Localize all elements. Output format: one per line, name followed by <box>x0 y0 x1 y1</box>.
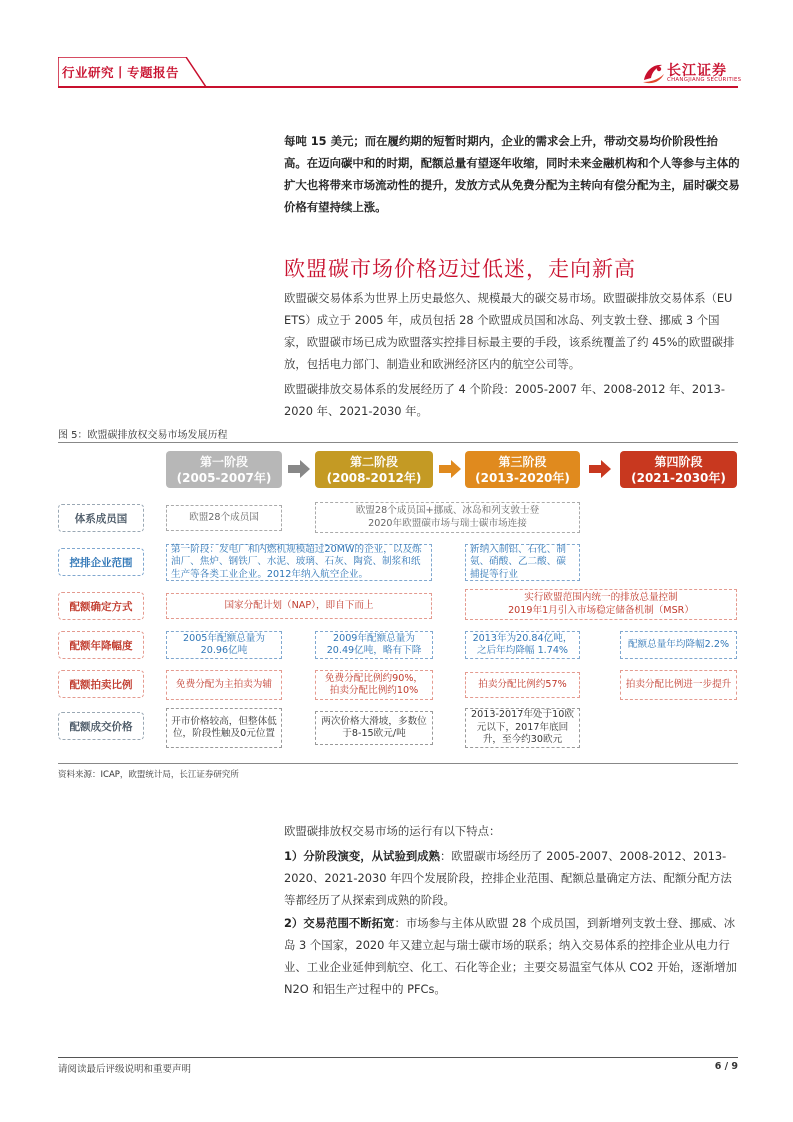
section-label: 行业研究丨专题报告 <box>62 65 180 80</box>
phase-4-header: 第四阶段 (2021-2030年) <box>620 451 737 488</box>
cell-decline-p4: 配额总量年均降幅2.2% <box>620 631 737 659</box>
page-number: 6 / 9 <box>714 1061 738 1072</box>
phase-1-header: 第一阶段 (2005-2007年) <box>166 451 282 488</box>
footer-rule <box>58 1057 738 1058</box>
row-label-decline: 配额年降幅度 <box>58 631 144 659</box>
point-2-title: 2）交易范围不断拓宽 <box>284 916 395 930</box>
cell-quota-p3-4: 实行欧盟范围内统一的排放总量控制 2019年1月引入市场稳定储备机制（MSR） <box>465 589 737 620</box>
header-rule <box>58 86 738 88</box>
point-1-title: 1）分阶段演变，从试验到成熟 <box>284 849 441 863</box>
row-label-quota: 配额确定方式 <box>58 592 144 620</box>
paragraph-point-1 <box>284 845 740 911</box>
figure-top-rule <box>58 442 738 443</box>
phase-2-header: 第二阶段 (2008-2012年) <box>315 451 433 488</box>
company-logo-icon <box>640 60 666 86</box>
cell-price-p3: 2013-2017年处于10欧元以下，2017年底回升，至今约30欧元 <box>465 708 580 748</box>
phase-3-header: 第三阶段 (2013-2020年) <box>465 451 580 488</box>
figure-bottom-rule <box>58 763 738 764</box>
footer-disclaimer: 请阅读最后评级说明和重要声明 <box>58 1064 192 1075</box>
row-label-auction: 配额拍卖比例 <box>58 670 144 698</box>
cell-scope-p3: 新纳入制铝、石化、制氨、硝酸、乙二酸、碳捕捉等行业 <box>465 544 580 581</box>
paragraph-point-2 <box>284 912 740 1000</box>
logo-english: CHANGJIANG SECURITIES <box>667 77 742 83</box>
row-label-members: 体系成员国 <box>58 504 144 532</box>
cell-price-p2: 两次价格大滑坡，多数位于8-15欧元/吨 <box>315 711 433 745</box>
point-1-body: ：欧盟碳市场经历了 2005-2007、2008-2012、2013-2020、2021-2030 年四个发展阶段，控排企业范围、配额总量确定方法、配额分配方法等都经历了从探索到成熟的阶段。 <box>284 849 732 907</box>
intro-paragraph: 每吨 15 美元；而在履约期的短暂时期内，企业的需求会上升，带动交易均价阶段性抬高。在迈向碳中和的时期，配额总量有望逐年收缩，同时未来金融机构和个人等参与主体的扩大也将带来市场流动性的提升，发放方式从免费分配为主转向有偿分配为主，届时碳交易价格有望持续上涨。 <box>284 134 740 214</box>
arrow-right-icon <box>288 460 310 478</box>
cell-members-p2-4: 欧盟28个成员国+挪威、冰岛和列支敦士登 2020年欧盟碳市场与瑞士碳市场连接 <box>315 502 580 533</box>
point-2-body: ：市场参与主体从欧盟 28 个成员国，到新增列支敦士登、挪威、冰岛 3 个国家，2020 年又建立起与瑞士碳市场的联系；纳入交易体系的控排企业从电力行业、工业企业延伸到航空、化工、石化等企业；主要交易温室气体从 CO2 开始，逐渐增加 N2O 和铝生产过程中的 PFCs。 <box>284 916 737 996</box>
row-label-price: 配额成交价格 <box>58 712 144 740</box>
paragraph-phases: 欧盟碳排放交易体系的发展经历了 4 个阶段：2005-2007 年、2008-2012 年、2013-2020 年、2021-2030 年。 <box>284 382 725 418</box>
arrow-right-icon <box>439 460 461 478</box>
cell-auction-p3: 拍卖分配比例约57% <box>465 672 580 698</box>
paragraph-features-intro: 欧盟碳排放权交易市场的运行有以下特点： <box>284 824 501 838</box>
cell-price-p1: 开市价格较高，但整体低位，阶段性触及0元位置 <box>166 708 282 748</box>
logo-text: 长江证券 <box>667 63 727 79</box>
cell-auction-p2: 免费分配比例约90%， 拍卖分配比例约10% <box>315 670 433 700</box>
cell-auction-p4: 拍卖分配比例进一步提升 <box>620 670 737 700</box>
section-title: 欧盟碳市场价格迈过低迷，走向新高 <box>284 257 636 281</box>
cell-quota-p1-2: 国家分配计划（NAP），即自下而上 <box>166 593 432 619</box>
paragraph-eu-ets: 欧盟碳交易体系为世界上历史最悠久、规模最大的碳交易市场。欧盟碳排放交易体系（EU ETS）成立于 2005 年，成员包括 28 个欧盟成员国和冰岛、列支敦士登、挪威 3 个国家，欧盟碳市场已成为欧盟落实控排目标最主要的手段，该系统覆盖了约 45%的欧盟碳排放，包括电力部门、制造业和欧洲经济区内的航空公司等。 <box>284 291 735 371</box>
cell-decline-p3: 2013年为20.84亿吨，之后年均降幅 1.74% <box>465 631 580 659</box>
figure-source: 资料来源：ICAP，欧盟统计局，长江证券研究所 <box>58 770 239 780</box>
row-label-scope: 控排企业范围 <box>58 548 144 576</box>
cell-auction-p1: 免费分配为主拍卖为辅 <box>166 670 282 700</box>
cell-decline-p1: 2005年配额总量为20.96亿吨 <box>166 631 282 659</box>
arrow-right-icon <box>589 460 611 478</box>
cell-scope-p1-2: 第一阶段：发电厂和内燃机规模超过20MW的企业，以及炼油厂、焦炉、钢铁厂、水泥、玻璃、石灰、陶瓷、制浆和纸生产等各类工业企业。2012年纳入航空企业。 <box>166 544 432 581</box>
cell-members-p1: 欧盟28个成员国 <box>166 505 282 531</box>
cell-decline-p2: 2009年配额总量为20.49亿吨，略有下降 <box>315 631 433 659</box>
figure-title: 图 5：欧盟碳排放权交易市场发展历程 <box>58 430 228 441</box>
